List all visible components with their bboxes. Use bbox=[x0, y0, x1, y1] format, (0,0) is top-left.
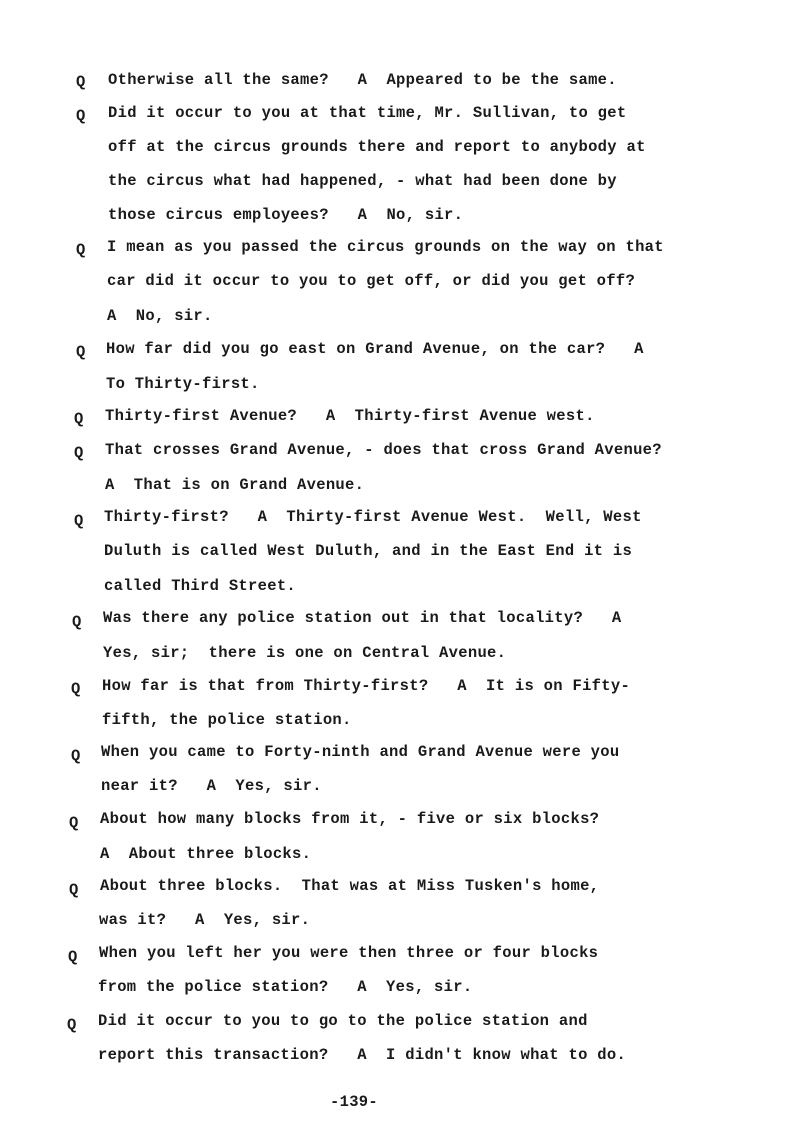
question-marker: Q bbox=[69, 814, 79, 832]
transcript-line: About how many blocks from it, - five or six blocks? bbox=[100, 810, 600, 828]
transcript-line: off at the circus grounds there and report to anybody at bbox=[108, 138, 646, 156]
transcript-line: A About three blocks. bbox=[100, 845, 312, 863]
transcript-line: Was there any police station out in that locality? A bbox=[103, 609, 622, 627]
question-marker: Q bbox=[76, 343, 86, 361]
transcript-line: from the police station? A Yes, sir. bbox=[98, 978, 473, 996]
question-marker: Q bbox=[71, 747, 81, 765]
transcript-line: When you left her you were then three or four blocks bbox=[99, 944, 599, 962]
question-marker: Q bbox=[76, 107, 86, 125]
question-marker: Q bbox=[74, 410, 84, 428]
question-marker: Q bbox=[71, 680, 81, 698]
question-marker: Q bbox=[74, 444, 84, 462]
transcript-line: report this transaction? A I didn't know what to do. bbox=[98, 1046, 627, 1064]
transcript-line: About three blocks. That was at Miss Tusken's home, bbox=[100, 877, 600, 895]
question-marker: Q bbox=[69, 881, 79, 899]
question-marker: Q bbox=[74, 512, 84, 530]
question-marker: Q bbox=[76, 241, 86, 259]
transcript-line: fifth, the police station. bbox=[102, 711, 352, 729]
transcript-line: Thirty-first Avenue? A Thirty-first Avenue west. bbox=[105, 407, 595, 425]
transcript-line: Duluth is called West Duluth, and in the East End it is bbox=[104, 542, 633, 560]
transcript-line: the circus what had happened, - what had been done by bbox=[108, 172, 617, 190]
transcript-line: That crosses Grand Avenue, - does that cross Grand Avenue? bbox=[105, 441, 662, 459]
transcript-line: Did it occur to you to go to the police station and bbox=[98, 1012, 588, 1030]
transcript-line: those circus employees? A No, sir. bbox=[108, 206, 464, 224]
transcript-line: near it? A Yes, sir. bbox=[101, 777, 322, 795]
transcript-line: called Third Street. bbox=[104, 577, 297, 595]
page-number: -139- bbox=[330, 1093, 379, 1111]
question-marker: Q bbox=[68, 948, 78, 966]
transcript-line: I mean as you passed the circus grounds on the way on that bbox=[107, 238, 664, 256]
question-marker: Q bbox=[72, 613, 82, 631]
transcript-line: was it? A Yes, sir. bbox=[99, 911, 311, 929]
transcript-line: A No, sir. bbox=[107, 307, 213, 325]
transcript-line: car did it occur to you to get off, or did you get off? bbox=[107, 272, 636, 290]
question-marker: Q bbox=[76, 73, 86, 91]
question-marker: Q bbox=[67, 1016, 77, 1034]
transcript-line: How far is that from Thirty-first? A It is on Fifty- bbox=[102, 677, 631, 695]
transcript-line: Did it occur to you at that time, Mr. Sullivan, to get bbox=[108, 104, 627, 122]
transcript-line: Yes, sir; there is one on Central Avenue. bbox=[103, 644, 507, 662]
transcript-line: How far did you go east on Grand Avenue, on the car? A bbox=[106, 340, 644, 358]
transcript-line: To Thirty-first. bbox=[106, 375, 260, 393]
transcript-line: Thirty-first? A Thirty-first Avenue West. Well, West bbox=[104, 508, 642, 526]
transcript-line: When you came to Forty-ninth and Grand Avenue were you bbox=[101, 743, 620, 761]
transcript-line: Otherwise all the same? A Appeared to be the same. bbox=[108, 71, 617, 89]
transcript-line: A That is on Grand Avenue. bbox=[105, 476, 365, 494]
